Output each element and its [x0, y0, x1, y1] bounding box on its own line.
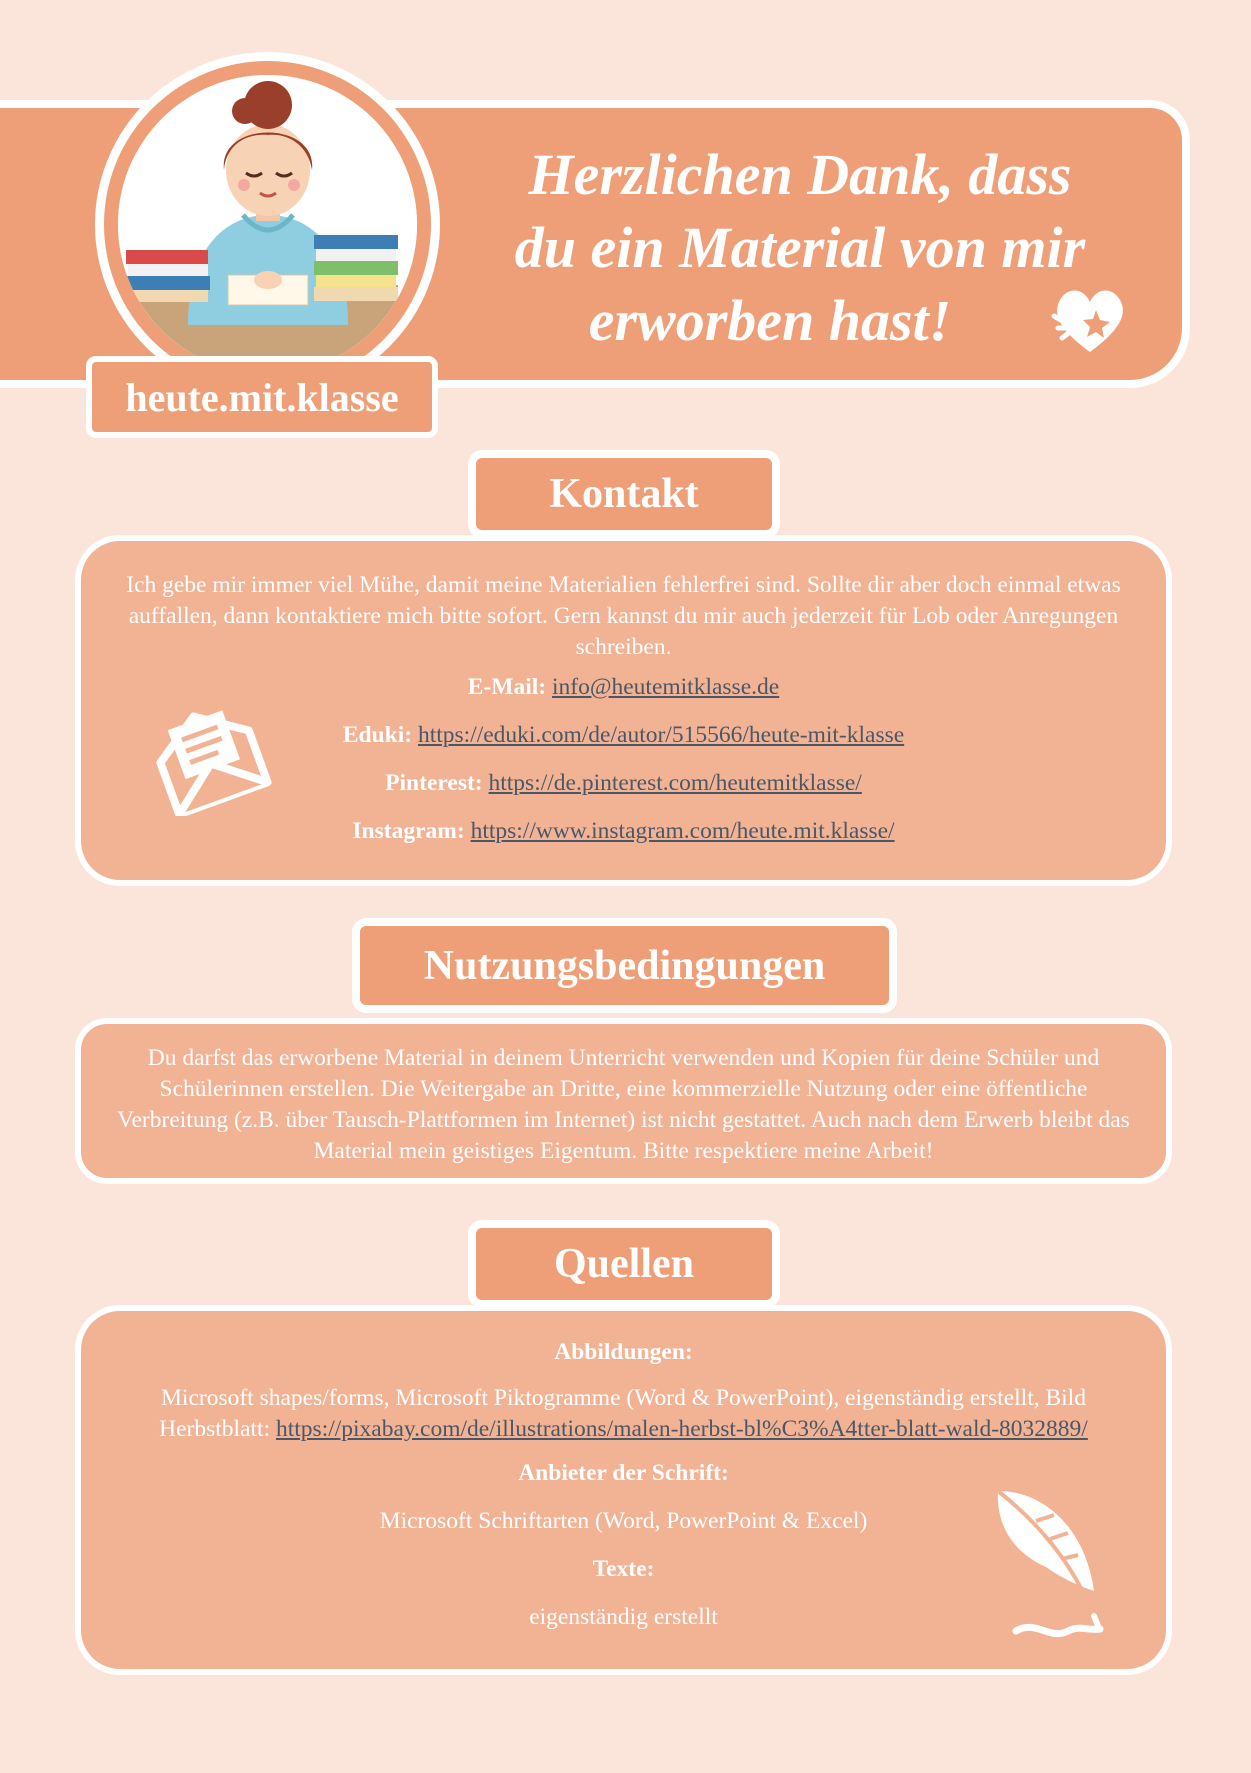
texte-label: Texte:	[592, 1556, 655, 1582]
eduki-link[interactable]: https://eduki.com/de/autor/515566/heute-mit-klasse	[417, 722, 905, 748]
contact-eduki-label: Eduki:	[342, 722, 413, 748]
title-line-2: du ein Material von mir	[514, 215, 1086, 280]
teacher-illustration-icon	[118, 75, 417, 374]
pinterest-link[interactable]: https://de.pinterest.com/heutemitklasse/	[488, 770, 862, 796]
abbildungen-label: Abbildungen:	[554, 1339, 693, 1365]
instagram-link[interactable]: https://www.instagram.com/heute.mit.klasse/	[470, 818, 895, 844]
nutzung-text: Du darfst das erworbene Material in deinem Unterricht verwenden und Kopien für deine Schüler und Schülerinnen erstellen. Die Weitergabe an Dritte, eine kommerzielle Nutzung oder eine öffentliche Verbreitung (z.B. über Tausch-Plattformen im Internet) ist nicht gestattet. Auch nach dem Erwerb bleibt das Material mein geistiges Eigentum. Bitte respektiere meine Arbeit!	[117, 1045, 1130, 1164]
contact-pinterest-label: Pinterest:	[385, 770, 483, 796]
contact-instagram-label: Instagram:	[352, 818, 465, 844]
email-link[interactable]: info@heutemitklasse.de	[551, 674, 780, 700]
quellen-card	[75, 1305, 1172, 1675]
page-title	[450, 138, 1150, 357]
texte-text: eigenständig erstellt	[529, 1604, 718, 1630]
schrift-label: Anbieter der Schrift:	[518, 1460, 729, 1486]
quellen-heading: Quellen	[468, 1220, 780, 1308]
kontakt-intro: Ich gebe mir immer viel Mühe, damit meine Materialien fehlerfrei sind. Sollte dir aber doch einmal etwas auffallen, dann kontaktiere mich bitte sofort. Gern kannst du mir auch jederzeit für Lob oder Anregungen schreiben.	[126, 572, 1121, 660]
contact-email-label: E-Mail:	[467, 674, 547, 700]
nutzung-heading: Nutzungsbedingungen	[352, 918, 897, 1013]
kontakt-heading: Kontakt	[468, 450, 780, 538]
nutzung-card	[75, 1018, 1172, 1184]
envelope-icon	[143, 696, 273, 816]
brand-label: heute.mit.klasse	[86, 356, 438, 438]
pixabay-link[interactable]: https://pixabay.com/de/illustrations/malen-herbst-bl%C3%A4tter-blatt-wald-8032889/	[275, 1416, 1088, 1442]
kontakt-card	[75, 535, 1172, 886]
heart-icon	[1050, 280, 1130, 360]
avatar	[118, 75, 417, 374]
abbildungen-text: Microsoft shapes/forms, Microsoft Piktogramme (Word & PowerPoint), eigenständig erstellt, Bild Herbstblatt: https://pixabay.com/de/illustrations/malen-herbst-bl%C3%A4tter-blatt-wald-8032889/	[159, 1385, 1088, 1442]
title-line-1: Herzlichen Dank, dass	[528, 142, 1072, 207]
feather-quill-icon	[976, 1481, 1116, 1651]
contact-instagram	[81, 818, 1166, 866]
title-line-3: erworben hast!	[588, 288, 952, 353]
schrift-text: Microsoft Schriftarten (Word, PowerPoint & Excel)	[379, 1508, 868, 1534]
